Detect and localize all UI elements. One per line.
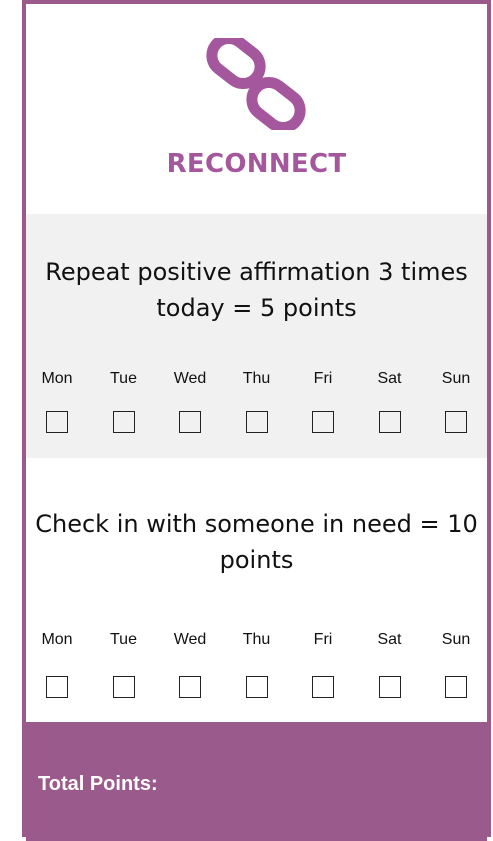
weekday-labels — [26, 370, 487, 388]
task-description — [26, 254, 487, 326]
checkbox-sun[interactable] — [445, 411, 467, 433]
day-label-tue: Tue — [110, 370, 137, 387]
day-label-wed: Wed — [173, 370, 207, 387]
checkbox-thu[interactable] — [246, 676, 268, 698]
day-label-sun: Sun — [441, 370, 471, 387]
checkbox-sat[interactable] — [379, 411, 401, 433]
checkbox-sat[interactable] — [379, 676, 401, 698]
checkbox-tue[interactable] — [113, 411, 135, 433]
day-label-tue: Tue — [110, 631, 137, 648]
task-section-check-in — [26, 458, 487, 722]
checkbox-mon[interactable] — [46, 411, 68, 433]
day-label-mon: Mon — [41, 631, 73, 648]
reconnect-card — [22, 0, 491, 837]
checkbox-sun[interactable] — [445, 676, 467, 698]
day-label-fri: Fri — [313, 370, 333, 387]
day-label-wed: Wed — [173, 631, 207, 648]
checkbox-fri[interactable] — [312, 411, 334, 433]
brand-title: RECONNECT — [166, 149, 347, 179]
day-label-sun: Sun — [441, 631, 471, 648]
checkbox-mon[interactable] — [46, 676, 68, 698]
day-label-mon: Mon — [41, 370, 73, 387]
checkbox-wed[interactable] — [179, 411, 201, 433]
checkbox-tue[interactable] — [113, 676, 135, 698]
task-text: Repeat positive affirmation 3 times today = 5 points — [45, 258, 468, 322]
total-points-label: Total Points: — [38, 773, 158, 795]
total-points-bar — [26, 722, 487, 841]
chain-link-icon — [202, 38, 312, 130]
card-header — [26, 4, 487, 214]
weekday-checkboxes — [26, 411, 487, 433]
task-section-affirmation — [26, 214, 487, 458]
day-label-thu: Thu — [242, 631, 271, 648]
checkbox-thu[interactable] — [246, 411, 268, 433]
weekday-labels — [26, 631, 487, 649]
weekday-checkboxes — [26, 676, 487, 698]
day-label-thu: Thu — [242, 370, 271, 387]
day-label-sat: Sat — [377, 631, 402, 648]
checkbox-wed[interactable] — [179, 676, 201, 698]
checkbox-fri[interactable] — [312, 676, 334, 698]
task-text: Check in with someone in need = 10 points — [35, 510, 478, 574]
day-label-fri: Fri — [313, 631, 333, 648]
task-description — [26, 506, 487, 578]
day-label-sat: Sat — [377, 370, 402, 387]
